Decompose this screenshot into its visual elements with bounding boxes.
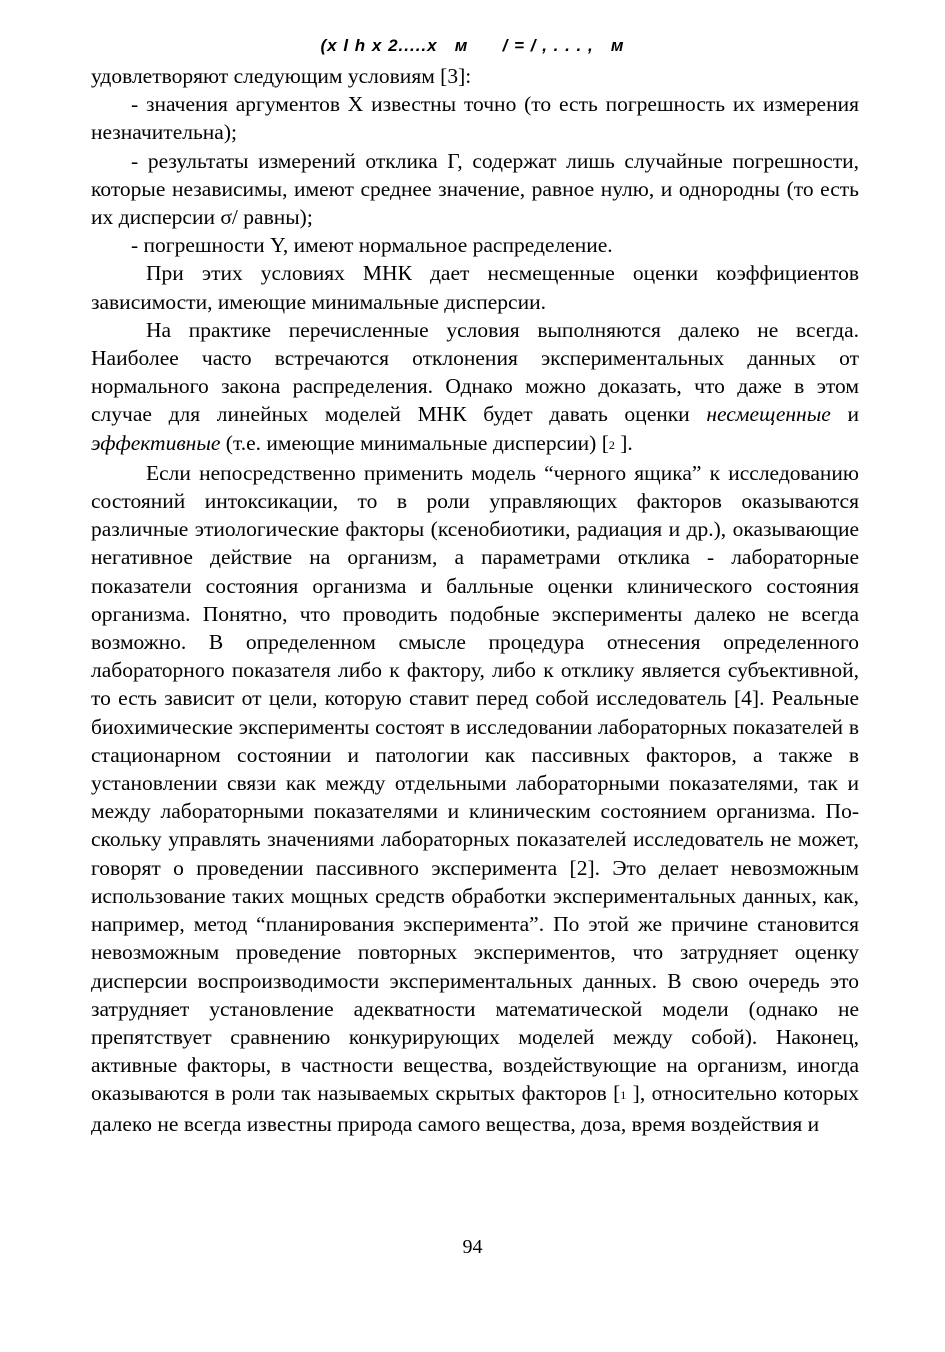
list-item-normal-distribution: - погрешности Y, имеют нормальное распределение. — [131, 233, 613, 258]
page-number: 94 — [462, 1236, 483, 1258]
text-run: Если непосредственно применить модель “черного ящика” к исследованию состояний интоксикации, то в роли управляющих факторов оказываются различные этиологические факторы (ксенобиотики, радиация и др.), оказывающие негативное действие на организм, а параметрами отклика - лабораторные показатели состояния организма и балльные оценки клинического состояния организма. Понятно, что проводить подобные эксперименты далеко не всегда возможно. В определенном смысле процедура отнесения определенного лабораторного показателя либо к фактору, либо к отклику является субъективной, то есть зависит от цели, которую ставит перед собой исследователь [4]. Реальные биохимические эксперименты состоят в исследовании лабораторных показателей в стационарном состоянии и патологии как пассивных факторов, а также в установлении связи как между отдельными лабораторными показателями, так и между лабораторными показателями и клиническим состоянием организма. Поскольку управлять значениями лабораторных показателей исследователь не может, говорят о проведении пассивного эксперимента [2]. Это делает невозможным использование таких мощных средств обработки экспериментальных данных, как, например, метод “планирования эксперимента”. По этой же причине становится невозможным проведение повторных экспериментов, что затрудняет оценку дисперсии воспроизводимости экспериментальных данных. В свою очередь это затрудняет установление адекватности математической модели (однако не препятствует сравнению конкурирующих моделей между собой). Наконец, активные факторы, в частности вещества, воздействующие на организм, иногда оказываются в роли так называемых скрытых факторов [ — [91, 460, 859, 1106]
formula-fragment: (x l h x 2.....x м / = / , . . . , м — [320, 36, 625, 55]
paragraph-practice — [91, 316, 859, 459]
italic-term-efficient: эффективные — [91, 430, 221, 455]
paragraph-black-box — [91, 459, 859, 1138]
list-item-measurements: - результаты измерений отклика Г, содержат лишь случайные погрешности, которые независимы, имеют среднее значение, равное нулю, и однородны (то есть их дисперсии σ/ равны); — [91, 148, 859, 230]
body-text — [91, 62, 859, 1138]
text-run: На практике перечисленные условия выполняются далеко не всегда. Наиболее часто встречаются отклонения экспериментальных данных от нормального закона распределения. Однако можно доказать, что даже в этом случае для линейных моделей МНК будет давать оценки — [91, 317, 859, 427]
text-run: ], относительно которых далеко не всегда известны природа самого вещества, доза, время воздействия и — [91, 1081, 859, 1136]
italic-term-unbiased: несмещенные — [706, 402, 831, 427]
text-run: ]. — [614, 430, 633, 455]
citation-ref: 1 — [620, 1088, 627, 1103]
paragraph-conditions-intro: удовлетворяют следующим условиям [3]: — [91, 64, 472, 88]
paragraph-mnk-estimates: При этих условиях МНК дает несмещенные оценки коэффициентов зависимости, имеющие минимальные дисперсии. — [91, 261, 859, 314]
text-run: (т.е. имеющие минимальные дисперсии) [ — [220, 430, 609, 455]
citation-ref: 2 — [608, 437, 615, 452]
text-run: и — [830, 402, 859, 427]
list-item-arguments: - значения аргументов X известны точно (то есть погрешность их измерения незначительна); — [91, 92, 859, 145]
